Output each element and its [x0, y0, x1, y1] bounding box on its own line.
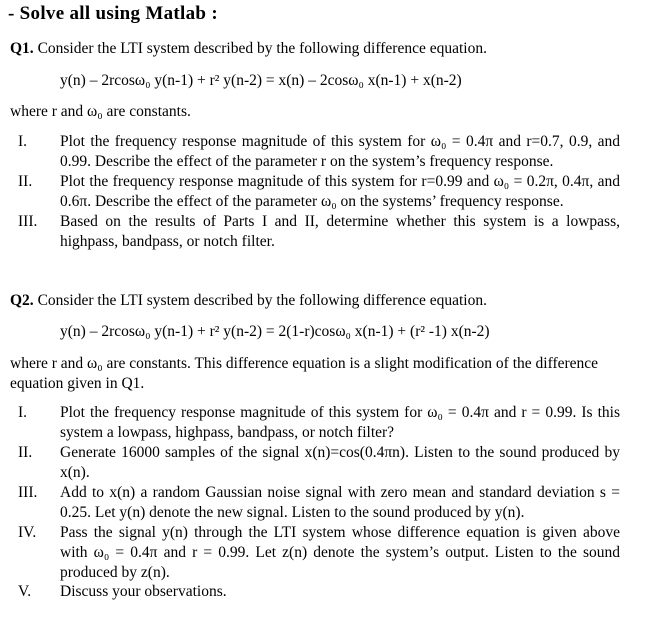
q1-item-text: Plot the frequency response magnitude of this system for r=0.99 and ω₀ = 0.2π, 0.4π, and 0.6π. Describe the effect of the parameter ω₀ on the systems’ frequency response. — [60, 173, 620, 210]
q2-item-text: Generate 16000 samples of the signal x(n)=cos(0.4πn). Listen to the sound produced by x(n). — [60, 444, 620, 481]
q2-note: where r and ω₀ are constants. This difference equation is a slight modification of the difference equation given in Q1. — [10, 355, 599, 392]
q2-title — [10, 292, 487, 310]
q2-item-number: III. — [18, 484, 38, 501]
q1-label: Q1. — [10, 40, 34, 57]
q2-item-text: Add to x(n) a random Gaussian noise signal with zero mean and standard deviation s = 0.25. Let y(n) denote the new signal. Listen to the sound produced by y(n). — [60, 484, 620, 521]
q2-item-text: Plot the frequency response magnitude of this system for ω₀ = 0.4π and r = 0.99. Is this system a lowpass, highpass, bandpass, or notch filter? — [60, 404, 620, 441]
q2-item-number: II. — [18, 444, 33, 461]
q1-item-number: III. — [18, 213, 38, 230]
q1-item-text: Plot the frequency response magnitude of this system for ω₀ = 0.4π and r=0.7, 0.9, and 0.99. Describe the effect of the parameter r on the system’s frequency response. — [60, 133, 620, 170]
q2-label: Q2. — [10, 292, 34, 309]
q1-equation: y(n) – 2rcosω₀ y(n-1) + r² y(n-2) = x(n) – 2cosω₀ x(n-1) + x(n-2) — [60, 72, 462, 89]
q2-item-number: V. — [18, 583, 32, 600]
q1-title-text: Consider the LTI system described by the following difference equation. — [37, 40, 487, 57]
q2-item-text: Pass the signal y(n) through the LTI system whose difference equation is given above with ω₀ = 0.4π and r = 0.99. Let z(n) denote the system’s output. Listen to the sound produced by z(n). — [60, 524, 620, 581]
q2-item-number: I. — [18, 404, 28, 421]
page-heading: - Solve all using Matlab : — [8, 3, 218, 24]
q2-equation: y(n) – 2rcosω₀ y(n-1) + r² y(n-2) = 2(1-r)cosω₀ x(n-1) + (r² -1) x(n-2) — [60, 323, 490, 340]
q2-item-text: Discuss your observations. — [60, 583, 227, 600]
q2-item-number: IV. — [18, 524, 37, 541]
q1-item-text: Based on the results of Parts I and II, determine whether this system is a lowpass, highpass, bandpass, or notch filter. — [60, 213, 620, 250]
q2-title-text: Consider the LTI system described by the following difference equation. — [37, 292, 487, 309]
q1-note: where r and ω₀ are constants. — [10, 103, 191, 120]
q1-title — [10, 40, 487, 58]
q1-item-number: II. — [18, 173, 33, 190]
q1-item-number: I. — [18, 133, 28, 150]
